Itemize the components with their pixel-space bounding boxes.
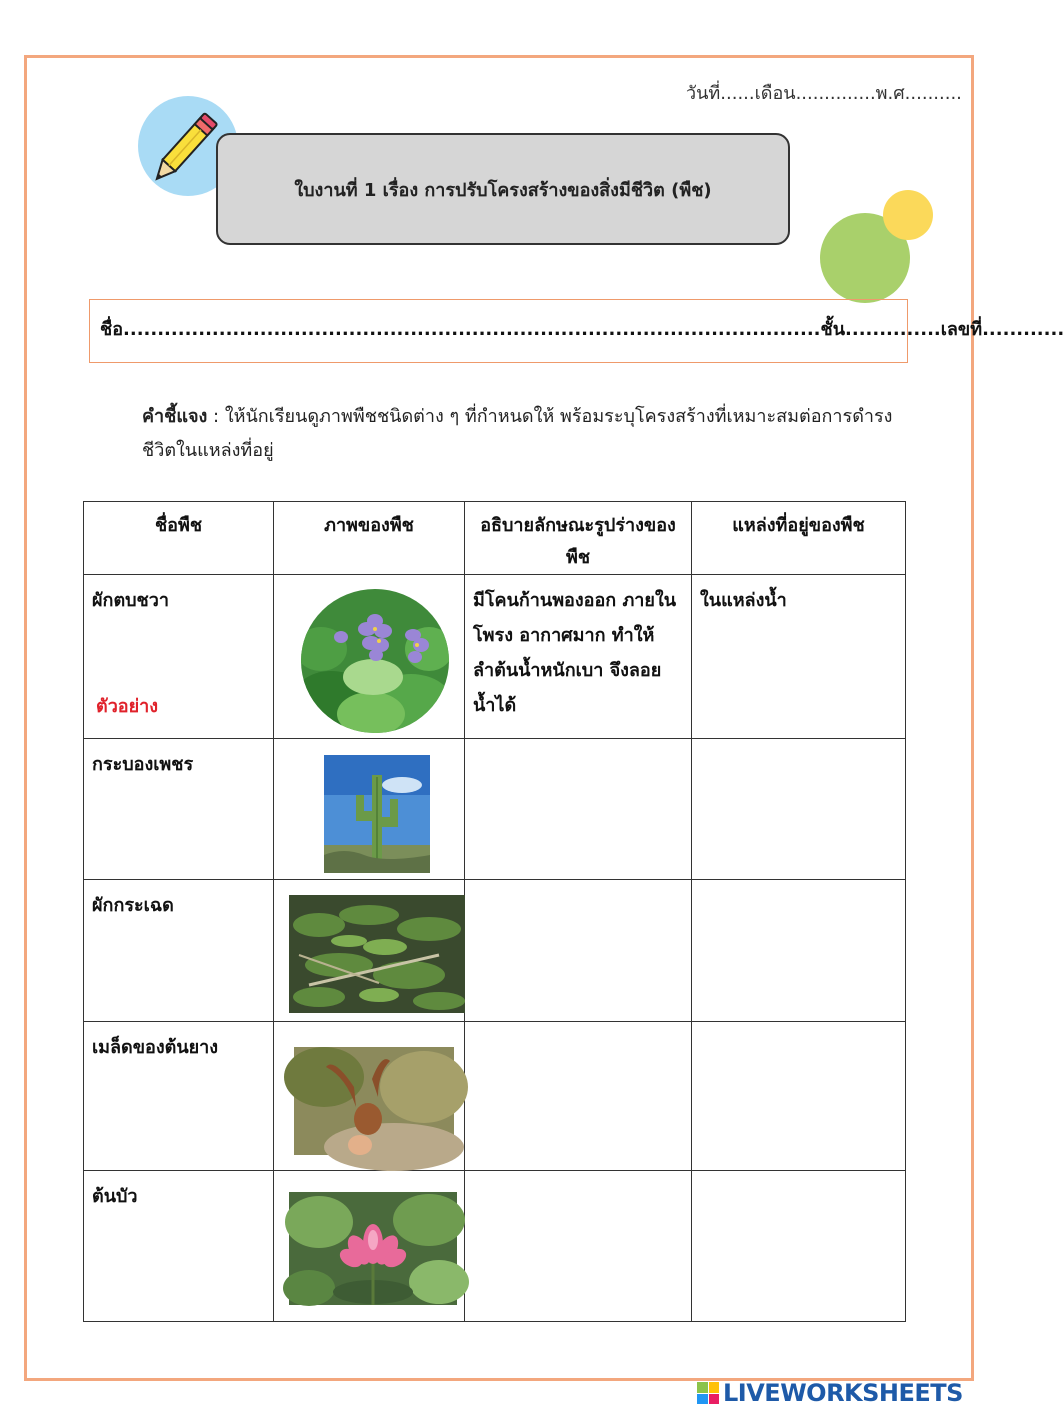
plants-table xyxy=(83,501,906,1322)
liveworksheets-logo xyxy=(697,1378,963,1408)
table-row xyxy=(84,1022,906,1171)
plant-habitat-cell[interactable] xyxy=(692,739,906,880)
plant-name-cell xyxy=(84,575,274,739)
student-info-line[interactable]: ชื่อ......................................................................................................ชั้น..............เลขที่............ xyxy=(89,299,908,363)
plant-image-cell xyxy=(274,575,465,739)
table-row xyxy=(84,880,906,1022)
plant-image-cell xyxy=(274,739,465,880)
plant-image-cell xyxy=(274,1022,465,1171)
table-row xyxy=(84,575,906,739)
plant-name-cell xyxy=(84,1171,274,1322)
plant-habitat-cell[interactable]: ในแหล่งน้ำ xyxy=(692,575,906,739)
decor-yellow-circle xyxy=(883,190,933,240)
plant-name-cell xyxy=(84,1022,274,1171)
plant-name: ผักตบชวา xyxy=(92,590,169,611)
example-label: ตัวอย่าง xyxy=(96,696,159,717)
instructions-lead: คำชี้แจง xyxy=(142,406,208,427)
plant-name: กระบองเพชร xyxy=(92,754,194,775)
lotus-photo-icon xyxy=(289,1192,457,1305)
plant-name-cell xyxy=(84,880,274,1022)
plant-image-cell xyxy=(274,1171,465,1322)
plant-name: เมล็ดของต้นยาง xyxy=(92,1037,219,1058)
plant-name-cell xyxy=(84,739,274,880)
plant-description-cell[interactable] xyxy=(465,1171,692,1322)
plant-description-cell[interactable]: มีโคนก้านพองออก ภายในโพรง อากาศมาก ทำให้ลำต้นน้ำหนักเบา จึงลอยน้ำได้ xyxy=(465,575,692,739)
instructions-text: : ให้นักเรียนดูภาพพืชชนิดต่าง ๆ ที่กำหนดให้ พร้อมระบุโครงสร้างที่เหมาะสมต่อการดำรงชีวิตในแหล่งที่อยู่ xyxy=(142,406,893,461)
worksheet-title: ใบงานที่ 1 เรื่อง การปรับโครงสร้างของสิ่งมีชีวิต (พืช) xyxy=(216,133,790,245)
plant-description-cell[interactable] xyxy=(465,880,692,1022)
plant-habitat-cell[interactable] xyxy=(692,1022,906,1171)
plant-habitat-cell[interactable] xyxy=(692,1171,906,1322)
plant-description-cell[interactable] xyxy=(465,739,692,880)
plant-habitat-cell[interactable] xyxy=(692,880,906,1022)
table-header-row xyxy=(84,502,906,575)
header-plant-image: ภาพของพืช xyxy=(274,502,465,575)
plant-description-cell[interactable] xyxy=(465,1022,692,1171)
cactus-photo-icon xyxy=(324,755,430,873)
water-mimosa-photo-icon xyxy=(289,895,465,1013)
dipterocarp-seed-photo-icon xyxy=(294,1047,454,1155)
water-hyacinth-photo-icon xyxy=(301,589,449,734)
plant-image-cell xyxy=(274,880,465,1022)
table-row xyxy=(84,739,906,880)
logo-mark-icon xyxy=(697,1382,719,1404)
header-plant-description: อธิบายลักษณะรูปร่างของพืช xyxy=(465,502,692,575)
header-plant-habitat: แหล่งที่อยู่ของพืช xyxy=(692,502,906,575)
instructions xyxy=(142,400,902,468)
plant-name: ต้นบัว xyxy=(92,1186,138,1207)
logo-text: LIVEWORKSHEETS xyxy=(723,1379,963,1407)
date-line: วันที่......เดือน..............พ.ศ.......... xyxy=(686,83,962,104)
header-plant-name: ชื่อพืช xyxy=(84,502,274,575)
table-row xyxy=(84,1171,906,1322)
plant-name: ผักกระเฉด xyxy=(92,895,174,916)
